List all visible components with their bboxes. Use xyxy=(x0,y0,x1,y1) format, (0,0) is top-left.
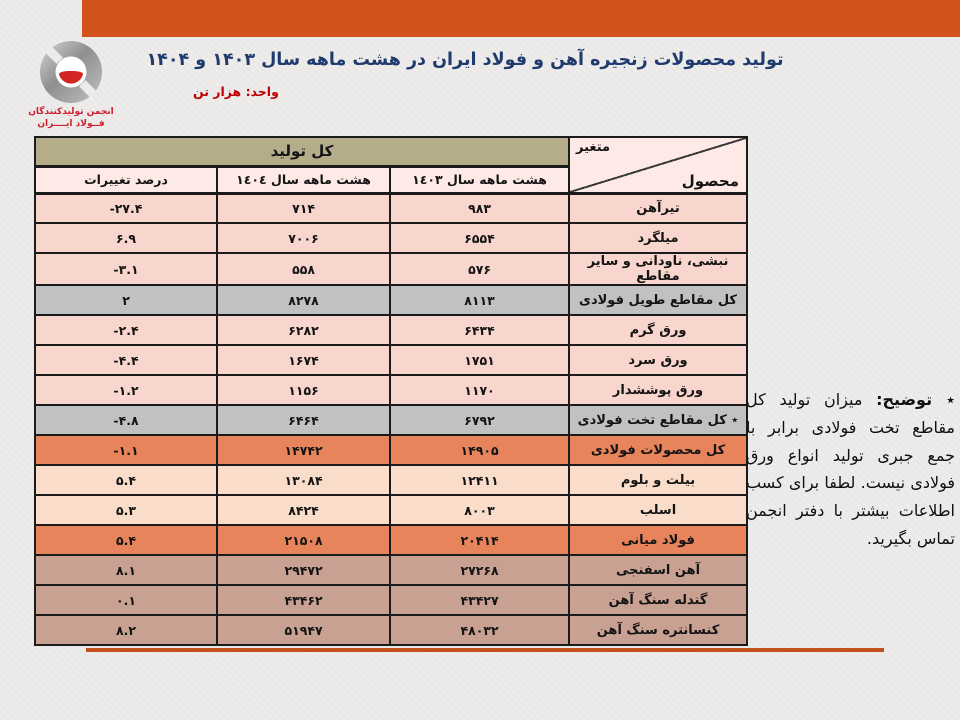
value-1403-cell: ۸۰۰۳ xyxy=(390,495,569,525)
value-1403-cell: ۱۴۹۰۵ xyxy=(390,435,569,465)
value-1404-cell: ۵۵۸ xyxy=(217,253,390,285)
table-row-total xyxy=(35,525,747,555)
value-1404-cell: ۱۴۷۴۲ xyxy=(217,435,390,465)
value-1403-cell: ۴۸۰۳۲ xyxy=(390,615,569,645)
value-1403-cell: ۵۷۶ xyxy=(390,253,569,285)
footnote-label: ٭ توضیح: xyxy=(876,390,955,409)
change-percent-cell: -۴.۸ xyxy=(35,405,217,435)
org-logo xyxy=(24,40,118,130)
table-row xyxy=(35,465,747,495)
value-1404-cell: ۷۱۴ xyxy=(217,193,390,223)
change-percent-cell: ۵.۴ xyxy=(35,525,217,555)
logo-org-name-line2: فــولاد ایــــران xyxy=(37,118,105,129)
bottom-divider-line xyxy=(86,648,884,652)
production-table xyxy=(34,136,748,646)
product-name-cell: آهن اسفنجی xyxy=(569,555,747,585)
product-name-cell: کل محصولات فولادی xyxy=(569,435,747,465)
value-1404-cell: ۷۰۰۶ xyxy=(217,223,390,253)
corner-label-variable: متغیر xyxy=(576,140,611,155)
column-header-change: درصد تغییرات xyxy=(35,166,217,193)
value-1403-cell: ۱۱۷۰ xyxy=(390,375,569,405)
change-percent-cell: ۸.۲ xyxy=(35,615,217,645)
table-row xyxy=(35,615,747,645)
table-row xyxy=(35,345,747,375)
value-1403-cell: ۲۰۴۱۴ xyxy=(390,525,569,555)
product-name-cell: کل مقاطع طویل فولادی xyxy=(569,285,747,315)
top-banner xyxy=(82,0,960,37)
table-row xyxy=(35,193,747,223)
product-name-cell: کنسانتره سنگ آهن xyxy=(569,615,747,645)
value-1404-cell: ۴۳۴۶۲ xyxy=(217,585,390,615)
table-row xyxy=(35,253,747,285)
value-1403-cell: ۴۳۴۲۷ xyxy=(390,585,569,615)
table-header-row-group xyxy=(35,137,747,166)
change-percent-cell: -۴.۴ xyxy=(35,345,217,375)
corner-label-product: محصول xyxy=(681,171,740,190)
table-row-total xyxy=(35,435,747,465)
product-name-cell: فولاد میانی xyxy=(569,525,747,555)
table-row xyxy=(35,495,747,525)
logo-org-name-line1: انجمن تولیدکنندگان xyxy=(28,107,114,117)
change-percent-cell: -۱.۲ xyxy=(35,375,217,405)
value-1403-cell: ۶۴۳۴ xyxy=(390,315,569,345)
product-name-cell: تیرآهن xyxy=(569,193,747,223)
unit-label: واحد: هزار تن xyxy=(193,84,279,99)
value-1404-cell: ۲۱۵۰۸ xyxy=(217,525,390,555)
value-1404-cell: ۵۱۹۴۷ xyxy=(217,615,390,645)
table-row xyxy=(35,375,747,405)
footnote xyxy=(746,386,955,553)
value-1404-cell: ۱۳۰۸۴ xyxy=(217,465,390,495)
product-name-cell: ورق گرم xyxy=(569,315,747,345)
product-name-cell: نبشی، ناودانی و سایر مقاطع xyxy=(569,253,747,285)
value-1404-cell: ۶۲۸۲ xyxy=(217,315,390,345)
value-1404-cell: ۱۶۷۴ xyxy=(217,345,390,375)
value-1403-cell: ۲۷۲۶۸ xyxy=(390,555,569,585)
value-1403-cell: ۱۷۵۱ xyxy=(390,345,569,375)
change-percent-cell: -۱.۱ xyxy=(35,435,217,465)
value-1403-cell: ۹۸۳ xyxy=(390,193,569,223)
product-name-cell: بیلت و بلوم xyxy=(569,465,747,495)
change-percent-cell: ۰.۱ xyxy=(35,585,217,615)
steel-association-logo-icon xyxy=(29,40,113,106)
change-percent-cell: -۳.۱ xyxy=(35,253,217,285)
product-name-cell: میلگرد xyxy=(569,223,747,253)
column-header-1403: هشت ماهه سال ١٤٠٣ xyxy=(390,166,569,193)
product-name-cell: ورق پوششدار xyxy=(569,375,747,405)
value-1403-cell: ۸۱۱۳ xyxy=(390,285,569,315)
product-name-cell: گندله سنگ آهن xyxy=(569,585,747,615)
change-percent-cell: ۵.۴ xyxy=(35,465,217,495)
value-1404-cell: ۱۱۵۶ xyxy=(217,375,390,405)
corner-header-cell xyxy=(569,137,747,193)
change-percent-cell: ۵.۳ xyxy=(35,495,217,525)
table-row xyxy=(35,555,747,585)
value-1404-cell: ۸۲۷۸ xyxy=(217,285,390,315)
value-1403-cell: ۶۷۹۲ xyxy=(390,405,569,435)
column-header-1404: هشت ماهه سال ١٤٠٤ xyxy=(217,166,390,193)
table-row xyxy=(35,223,747,253)
value-1404-cell: ۶۴۶۴ xyxy=(217,405,390,435)
change-percent-cell: ۸.۱ xyxy=(35,555,217,585)
footnote-text: میزان تولید کل مقاطع تخت فولادی برابر با جمع جبری تولید انواع ورق فولادی نیست. لطفا برای کسب اطلاعات بیشتر با دفتر انجمن تماس بگیرید. xyxy=(746,390,955,549)
table-row-subtotal xyxy=(35,285,747,315)
change-percent-cell: ۶.۹ xyxy=(35,223,217,253)
value-1404-cell: ۲۹۴۷۲ xyxy=(217,555,390,585)
value-1404-cell: ۸۴۲۴ xyxy=(217,495,390,525)
table-row xyxy=(35,585,747,615)
group-header-total-production: کل تولید xyxy=(35,137,569,166)
change-percent-cell: -۲.۴ xyxy=(35,315,217,345)
page-title: تولید محصولات زنجیره آهن و فولاد ایران در هشت ماهه سال ۱۴۰۳ و ۱۴۰۴ xyxy=(146,50,784,70)
value-1403-cell: ۶۵۵۴ xyxy=(390,223,569,253)
product-name-cell: اسلب xyxy=(569,495,747,525)
change-percent-cell: ۲ xyxy=(35,285,217,315)
product-name-cell: ورق سرد xyxy=(569,345,747,375)
product-name-cell: ٭ کل مقاطع تخت فولادی xyxy=(569,405,747,435)
value-1403-cell: ۱۲۴۱۱ xyxy=(390,465,569,495)
table-row-subtotal xyxy=(35,405,747,435)
change-percent-cell: -۲۷.۴ xyxy=(35,193,217,223)
table-row xyxy=(35,315,747,345)
